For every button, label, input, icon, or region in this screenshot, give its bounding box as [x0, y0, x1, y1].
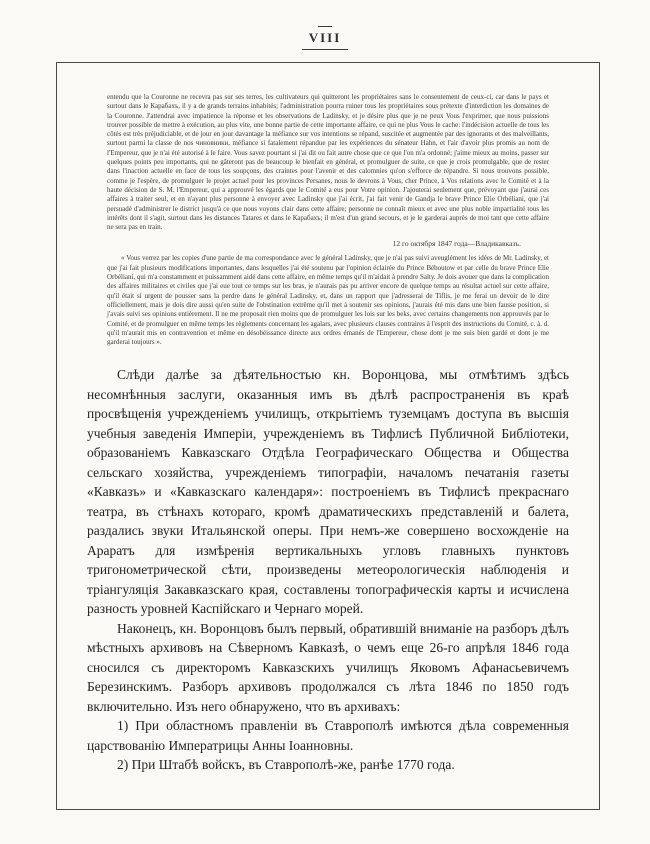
main-body-text	[87, 365, 569, 775]
letter-date-line: 12 го октября 1847 года—Владикавказъ.	[392, 239, 521, 249]
page-header	[0, 26, 650, 50]
body-paragraph-2: Наконецъ, кн. Воронцовъ былъ первый, обратившій вниманіе на разборъ дѣлъ мѣстныхъ архивовъ на Сѣверномъ Кавказѣ, о чемъ еще 26-го апрѣля 1846 года сносился съ директоромъ Кавказскихъ училищъ Яковомъ Афанасьевичемъ Березинскимъ. Разборъ архивовъ продолжался съ лѣта 1846 по 1850 годъ включительно. Изъ него обнаружено, что въ архивахъ:	[87, 620, 569, 714]
letter-paragraph-1: entendu que la Couronne ne recevra pas sur ses terres, les cultivateurs qui quitteront les propriétaires sans le consentement de ceux-ci, car dans le pays et surtout dans le Карабахъ, il y a de grands terrains inhabités; l'administration pourra ruiner tous les propriétaires sous prétexte d'interdiction les domaines de la Couronne. J'attendrai avec impatience la réponse et les observations de Ladinsky, et je désire plus que je ne peux Vous l'exprimer, que nous puissions trouver possible de mettre à exécution, au plus vite, une bonne partie de cette importante affaire, ce qui ne plus Vous le cache: l'indécision actuelle de tous les côtés est très préjudiciable, et de jour en jour davantage la méfiance sur vos intentions se répand, suscitée et augmentée par des ignorants et des malveillants, surtout parmi la classe de nos чиновники, méfiance si fatalement répandue par les expériences du sénateur Hahn, et l'air d'avoir plus promis au nom de l'Empereur, que je n'ai été autorisé à le faire. Vous savez pourtant si j'ai dit ou fait autre chose que ce que l'on m'a ordonné; j'aime mieux au moins, passer sur quelques points peu importants, qui ne gâteront pas de beaucoup le bienfait en général, et promulguer de suite, ce que je crois promulgable, que de rester dans l'inaction actuelle en face de tous les soupçons, des craintes pour l'avenir et des calomnies qu'on s'efforce de répandre. Si nous trouvons possible, comme je l'espère, de promulguer le projet actuel pour les provinces Persanes, nous le devrons à Vous, cher Prince, à Vos relations avec le Comité et à la haute décision de S. M. l'Empereur, qui a approuvé les égards que le Comité a eus pour Votre opinion. J'ajouterai seulement que, prévoyant que j'aurai ces affaires à traiter seul, et en n'ayant plus personne à envoyer avec Ladinsky que j'ai écrit, j'ai fait venir de Gandja le brave Prince Elie Orbéliani, que j'ai persuadé d'administrer le district jusqu'à ce que nous voyons clair dans cette affaire; personne ne connaît mieux et avec une plus noble impartialité tous les intérêts dont il s'agit, surtout dans les distances Tatares et dans le Карабахъ; il m'est d'un grand secours, et je le garderai auprès de moi tant que cette affaire ne sera pas en train.	[107, 93, 549, 232]
header-rule-bottom	[302, 49, 348, 50]
body-paragraph-1: Слѣди далѣе за дѣятельностью кн. Воронцова, мы отмѣтимъ здѣсь несомнѣнныя заслуги, оказанныя имъ въ дѣлѣ распространенія въ краѣ просвѣщенія учрежденіемъ училищъ, открытіемъ туземцамъ доступа въ высшія учебныя заведенія Имперіи, учрежденіемъ въ Тифлисѣ Публичной Библіотеки, образованіемъ Кавказскаго Отдѣла Географическаго Общества и Общества сельскаго хозяйства, учрежденіемъ типографіи, началомъ печатанія газеты «Кавказъ» и «Кавказскаго календаря»: построеніемъ въ Тифлисѣ прекраснаго театра, въ стѣнахъ котораго, кромѣ драматическихъ представленій и балета, раздались звуки Итальянской оперы. При немъ-же совершено восхожденіе на Араратъ для измѣренія вертикальныхъ угловъ главныхъ пунктовъ тригонометрической сѣти, произведены метеорологическія наблюденія и тріангуляція Закавказскаго края, составлены топографическія карты и исчислена разность уровней Каспійскаго и Чернаго морей.	[87, 367, 569, 617]
french-letter-excerpt-2	[107, 254, 549, 347]
body-list-item-2: 2) При Штабѣ войскъ, въ Ставрополѣ-же, ранѣе 1770 года.	[117, 757, 455, 773]
page-border-frame	[56, 62, 600, 810]
header-rule-top	[318, 26, 332, 27]
body-list-item-1: 1) При областномъ правленіи въ Ставрополѣ имѣются дѣла современныя царствованію Императрицы Анны Іоанновны.	[87, 718, 569, 753]
page-number: VIII	[308, 30, 342, 45]
letter-paragraph-2: « Vous verrez par les copies d'une partie de ma correspondance avec le général Ladinsky, que je n'ai pas suivi aveuglément les idées de Mr. Ladinsky, et que j'ai fait plusieurs modifications importantes, dans lesquelles j'ai été soutenu par l'opinion éclairée du Prince Béboutow et par celle du brave Prince Elie Orbéliani, qui m'a constamment et puissamment aidé dans cette affaire, en même temps qu'il m'aidait à prendre Salty. Je dois avouer que dans la complication des affaires militaires et civiles que j'ai eue tout ce temps sur les bras, je n'aurais pas pu arriver encore de quelque temps au résultat actuel sur cette affaire, qu'il était si urgent de pousser sans la perdre dans le général Ladinsky, et, dans un rapport que j'adresserai de Tiflis, je me ferai un devoir de le dire officiellement, mais je dois dire aussi qu'en suite de l'obstination extrême qu'il met à soutenir ses opinions, j'aurais été mis dans une bien fausse position, si j'avais suivi ses opinions entièrement. Il ne me proposait rien moins que de promulguer les lois sur les beks, avec certains changements non approuvés par le Comité, et de promulguer en même temps les règlements concernant les agalars, avec plusieurs clauses contraires à l'esprit des instructions du Comité, c. à. d. qu'il m'aurait mis en contravention et même en désobéissance directe aux ordres émanés de l'Empereur, chose dont je me suis bien gardé et dont je me garderai toujours ».	[107, 254, 549, 347]
french-letter-excerpt-1	[107, 93, 549, 232]
